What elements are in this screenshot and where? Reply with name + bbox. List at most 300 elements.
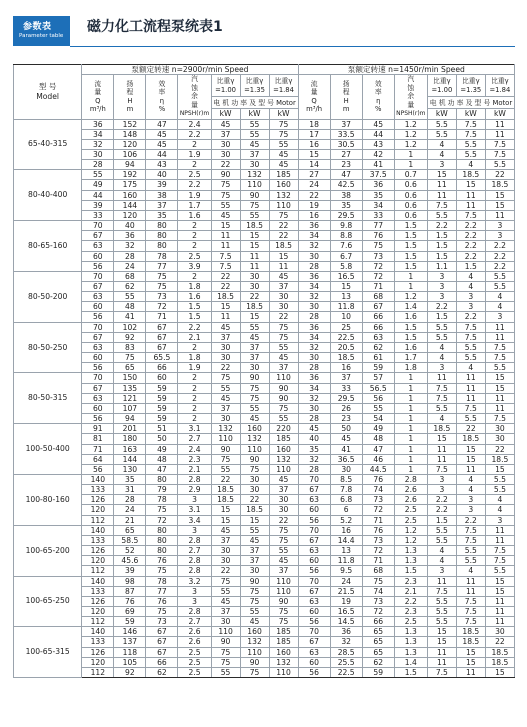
table-cell: 2.7 <box>178 546 211 556</box>
table-cell: 68 <box>362 292 394 302</box>
table-cell: 106 <box>114 149 146 159</box>
table-cell: 60 <box>298 505 330 515</box>
table-cell: 22 <box>211 160 240 170</box>
table-cell: 3 <box>178 586 211 596</box>
table-cell: 76 <box>146 556 178 566</box>
table-row <box>14 566 515 576</box>
table-cell: 18.5 <box>427 424 456 434</box>
table-cell: 18.5 <box>211 495 240 505</box>
table-cell: 30 <box>211 617 240 627</box>
table-cell: 72 <box>146 302 178 312</box>
table-cell: 45 <box>211 525 240 535</box>
table-cell: 56 <box>82 464 114 474</box>
table-cell: 30 <box>240 566 269 576</box>
table-row <box>14 556 515 566</box>
table-cell: 75 <box>240 596 269 606</box>
table-cell: 45 <box>146 139 178 149</box>
col-flow-b-unit: m³/h <box>306 105 323 114</box>
table-cell: 90 <box>211 637 240 647</box>
table-cell: 15 <box>485 373 514 383</box>
table-cell: 70 <box>82 271 114 281</box>
table-cell: 1 <box>394 414 427 424</box>
table-cell: 5.5 <box>485 282 514 292</box>
table-cell: 56 <box>298 566 330 576</box>
col-eff-unit: % <box>158 105 166 114</box>
table-row <box>14 607 515 617</box>
table-cell: 45 <box>211 596 240 606</box>
table-cell: 75 <box>269 525 298 535</box>
table-cell: 7.5 <box>427 586 456 596</box>
table-cell: 63 <box>362 332 394 342</box>
table-cell: 41 <box>114 312 146 322</box>
table-cell: 11 <box>427 647 456 657</box>
table-cell: 30 <box>240 282 269 292</box>
table-cell: 7.5 <box>485 342 514 352</box>
table-cell: 3 <box>427 566 456 576</box>
table-cell: 62 <box>114 282 146 292</box>
table-cell: 1.2 <box>394 129 427 139</box>
table-cell: 112 <box>82 515 114 525</box>
table-cell: 36 <box>298 322 330 332</box>
table-cell: 37 <box>240 342 269 352</box>
table-cell: 75 <box>362 576 394 586</box>
table-cell: 11 <box>485 403 514 413</box>
table-row <box>14 393 515 403</box>
table-cell: 2 <box>178 241 211 251</box>
table-header <box>14 65 515 120</box>
table-cell: 18.5 <box>240 221 269 231</box>
table-cell: 5.5 <box>485 566 514 576</box>
table-cell: 50 <box>330 424 362 434</box>
table-cell: 2.8 <box>178 566 211 576</box>
table-cell: 110 <box>269 586 298 596</box>
table-cell: 67 <box>146 637 178 647</box>
table-cell: 30 <box>269 505 298 515</box>
table-cell: 5.8 <box>330 261 362 271</box>
table-cell: 7.8 <box>330 485 362 495</box>
table-cell: 2.8 <box>394 474 427 484</box>
table-cell: 2 <box>178 221 211 231</box>
table-cell: 1.8 <box>178 282 211 292</box>
table-cell: 60 <box>82 353 114 363</box>
table-cell: 55 <box>240 119 269 129</box>
table-cell: 56 <box>82 414 114 424</box>
table-cell: 41 <box>362 160 394 170</box>
table-row <box>14 190 515 200</box>
table-cell: 3.4 <box>178 515 211 525</box>
table-cell: 1.5 <box>394 221 427 231</box>
table-row <box>14 322 515 332</box>
table-cell: 75 <box>211 373 240 383</box>
table-row <box>14 312 515 322</box>
table-cell: 7.5 <box>211 261 240 271</box>
table-cell: 28 <box>298 261 330 271</box>
table-cell: 36 <box>114 231 146 241</box>
table-cell: 3 <box>427 282 456 292</box>
table-cell: 5.5 <box>427 129 456 139</box>
table-cell: 8.8 <box>330 231 362 241</box>
table-cell: 74 <box>362 485 394 495</box>
table-cell: 15 <box>485 586 514 596</box>
table-cell: 37 <box>211 332 240 342</box>
table-cell: 56 <box>82 363 114 373</box>
table-cell: 71 <box>362 282 394 292</box>
table-cell: 18.5 <box>456 170 485 180</box>
table-cell: 59 <box>146 403 178 413</box>
table-cell: 3 <box>427 292 456 302</box>
table-cell: 55 <box>240 210 269 220</box>
table-cell: 148 <box>114 129 146 139</box>
table-cell: 19 <box>298 200 330 210</box>
table-cell: 37 <box>211 129 240 139</box>
table-cell: 137 <box>114 637 146 647</box>
table-cell: 63 <box>82 292 114 302</box>
table-cell: 7.5 <box>485 414 514 424</box>
col-kw: kW <box>240 109 269 119</box>
table-cell: 11 <box>427 657 456 667</box>
table-cell: 24 <box>298 180 330 190</box>
table-cell: 39 <box>146 180 178 190</box>
table-cell: 110 <box>269 576 298 586</box>
table-cell: 3 <box>485 515 514 525</box>
table-cell: 61 <box>362 353 394 363</box>
table-cell: 23 <box>330 160 362 170</box>
table-cell: 1.3 <box>394 637 427 647</box>
table-cell: 7.5 <box>485 556 514 566</box>
table-cell: 30 <box>298 353 330 363</box>
table-cell: 18.5 <box>456 637 485 647</box>
table-cell: 2 <box>178 414 211 424</box>
table-cell: 33 <box>362 210 394 220</box>
table-cell: 40 <box>298 434 330 444</box>
table-cell: 3 <box>427 160 456 170</box>
table-row <box>14 363 515 373</box>
table-cell: 11 <box>456 383 485 393</box>
table-cell: 56 <box>298 617 330 627</box>
table-cell: 1.5 <box>394 241 427 251</box>
table-cell: 34 <box>298 332 330 342</box>
table-cell: 15 <box>456 444 485 454</box>
table-cell: 75 <box>240 200 269 210</box>
table-cell: 18.5 <box>240 505 269 515</box>
table-cell: 57 <box>362 373 394 383</box>
table-cell: 9.5 <box>330 566 362 576</box>
table-cell: 90 <box>211 444 240 454</box>
table-cell: 60 <box>298 556 330 566</box>
table-cell: 110 <box>211 627 240 637</box>
table-cell: 75 <box>146 282 178 292</box>
table-cell: 2.7 <box>178 617 211 627</box>
table-cell: 87 <box>114 586 146 596</box>
table-cell: 22 <box>211 271 240 281</box>
table-cell: 80 <box>146 525 178 535</box>
table-cell: 30 <box>240 160 269 170</box>
table-cell: 2.1 <box>178 332 211 342</box>
table-cell: 110 <box>269 373 298 383</box>
table-cell: 63 <box>298 495 330 505</box>
table-cell: 76 <box>146 596 178 606</box>
table-cell: 163 <box>114 444 146 454</box>
col-head-unit: m <box>126 105 134 114</box>
table-cell: 0.6 <box>394 210 427 220</box>
table-cell: 80 <box>146 474 178 484</box>
table-cell: 140 <box>82 474 114 484</box>
table-cell: 10 <box>330 312 362 322</box>
table-row <box>14 586 515 596</box>
table-cell: 2.2 <box>456 515 485 525</box>
table-cell: 126 <box>82 495 114 505</box>
table-cell: 5.5 <box>427 403 456 413</box>
col-head-b-label: 扬程H <box>342 79 350 105</box>
table-cell: 15 <box>298 149 330 159</box>
table-cell: 22 <box>456 424 485 434</box>
table-cell: 37 <box>240 353 269 363</box>
table-cell: 30 <box>269 302 298 312</box>
table-cell: 11 <box>211 231 240 241</box>
table-cell: 75 <box>240 586 269 596</box>
table-cell: 62 <box>362 657 394 667</box>
table-cell: 15 <box>330 282 362 292</box>
col-sg1: 比重γ =1.00 <box>211 75 240 97</box>
table-cell: 23 <box>330 414 362 424</box>
table-cell: 18.5 <box>485 657 514 667</box>
table-cell: 5.5 <box>485 485 514 495</box>
table-cell: 6 <box>330 505 362 515</box>
table-cell: 28 <box>114 251 146 261</box>
table-cell: 132 <box>269 454 298 464</box>
table-cell: 110 <box>240 647 269 657</box>
table-cell: 30 <box>330 464 362 474</box>
table-cell: 185 <box>269 170 298 180</box>
table-cell: 1 <box>394 464 427 474</box>
col-eff-b-unit: % <box>375 105 382 114</box>
table-cell: 75 <box>211 657 240 667</box>
table-cell: 83 <box>114 342 146 352</box>
table-cell: 1 <box>394 383 427 393</box>
table-cell: 32 <box>298 342 330 352</box>
table-cell: 2.6 <box>394 485 427 495</box>
table-cell: 3 <box>427 271 456 281</box>
table-cell: 1.5 <box>394 231 427 241</box>
col-kw: kW <box>211 109 240 119</box>
table-cell: 2.3 <box>394 576 427 586</box>
table-row <box>14 546 515 556</box>
table-cell: 46 <box>362 454 394 464</box>
table-cell: 6.7 <box>330 251 362 261</box>
table-cell: 135 <box>114 383 146 393</box>
table-cell: 15 <box>456 657 485 667</box>
table-cell: 1.3 <box>394 627 427 637</box>
table-row <box>14 139 515 149</box>
table-cell: 48 <box>114 302 146 312</box>
table-cell: 41 <box>330 444 362 454</box>
table-cell: 44 <box>362 129 394 139</box>
model-cell: 100-65-250 <box>14 576 82 627</box>
table-cell: 28 <box>82 160 114 170</box>
table-cell: 43 <box>362 139 394 149</box>
table-cell: 1 <box>394 373 427 383</box>
table-cell: 55 <box>211 383 240 393</box>
table-cell: 47 <box>362 444 394 454</box>
table-cell: 1.5 <box>427 241 456 251</box>
table-cell: 75 <box>211 576 240 586</box>
col-sg2: 比重γ =1.35 <box>240 75 269 97</box>
table-cell: 5.5 <box>456 139 485 149</box>
table-cell: 2.2 <box>427 302 456 312</box>
table-cell: 5.5 <box>427 119 456 129</box>
table-row <box>14 221 515 231</box>
table-cell: 160 <box>269 647 298 657</box>
table-cell: 16.5 <box>330 607 362 617</box>
table-cell: 15 <box>240 312 269 322</box>
table-cell: 63 <box>298 647 330 657</box>
table-cell: 11 <box>427 180 456 190</box>
table-cell: 72 <box>362 261 394 271</box>
table-cell: 11 <box>456 373 485 383</box>
model-group <box>14 271 515 322</box>
table-cell: 72 <box>362 505 394 515</box>
table-cell: 29.5 <box>330 210 362 220</box>
table-cell: 30 <box>240 485 269 495</box>
table-cell: 2.8 <box>178 556 211 566</box>
table-cell: 2.2 <box>485 241 514 251</box>
table-cell: 42 <box>362 149 394 159</box>
table-cell: 133 <box>82 535 114 545</box>
table-cell: 42.5 <box>330 180 362 190</box>
table-cell: 28 <box>298 312 330 322</box>
table-cell: 30 <box>485 434 514 444</box>
table-cell: 112 <box>82 617 114 627</box>
table-cell: 50 <box>146 434 178 444</box>
table-cell: 4 <box>456 566 485 576</box>
table-row <box>14 627 515 637</box>
table-cell: 0.6 <box>394 180 427 190</box>
table-row <box>14 332 515 342</box>
table-cell: 67 <box>82 332 114 342</box>
table-cell: 2.2 <box>178 129 211 139</box>
table-cell: 73 <box>362 495 394 505</box>
table-cell: 55 <box>211 464 240 474</box>
table-cell: 71 <box>82 444 114 454</box>
table-cell: 73 <box>146 292 178 302</box>
table-row <box>14 434 515 444</box>
table-cell: 7.5 <box>456 322 485 332</box>
table-cell: 33 <box>330 383 362 393</box>
col-head-b <box>330 75 362 120</box>
table-cell: 24 <box>114 261 146 271</box>
table-cell: 22 <box>269 231 298 241</box>
table-cell: 7.5 <box>211 251 240 261</box>
table-cell: 63 <box>82 241 114 251</box>
table-row <box>14 637 515 647</box>
table-cell: 15 <box>427 627 456 637</box>
table-cell: 110 <box>240 180 269 190</box>
table-cell: 105 <box>114 657 146 667</box>
table-cell: 92 <box>114 332 146 342</box>
table-cell: 14 <box>298 160 330 170</box>
table-cell: 30 <box>240 474 269 484</box>
table-cell: 56 <box>82 312 114 322</box>
table-cell: 140 <box>82 627 114 637</box>
table-cell: 120 <box>114 139 146 149</box>
table-cell: 2.2 <box>456 231 485 241</box>
table-cell: 30 <box>298 302 330 312</box>
table-cell: 90 <box>269 393 298 403</box>
table-row <box>14 373 515 383</box>
model-cell: 100-65-200 <box>14 525 82 576</box>
table-cell: 132 <box>269 657 298 667</box>
table-cell: 2.9 <box>178 485 211 495</box>
table-cell: 75 <box>269 332 298 342</box>
table-cell: 11 <box>427 444 456 454</box>
table-cell: 55 <box>211 200 240 210</box>
table-cell: 2.5 <box>178 667 211 677</box>
table-cell: 2.5 <box>394 515 427 525</box>
table-cell: 4 <box>427 353 456 363</box>
table-cell: 6.8 <box>330 495 362 505</box>
table-row <box>14 485 515 495</box>
table-row <box>14 505 515 515</box>
table-cell: 76 <box>362 231 394 241</box>
table-cell: 69 <box>114 607 146 617</box>
table-row <box>14 474 515 484</box>
page-title: 磁力化工流程泵统表1 <box>87 19 223 35</box>
table-cell: 3 <box>178 525 211 535</box>
table-cell: 1.6 <box>394 312 427 322</box>
table-cell: 2 <box>178 160 211 170</box>
table-cell: 37 <box>269 282 298 292</box>
table-cell: 37 <box>269 566 298 576</box>
table-cell: 15 <box>456 180 485 190</box>
table-cell: 1.6 <box>178 292 211 302</box>
table-cell: 22 <box>269 312 298 322</box>
table-cell: 2.2 <box>178 322 211 332</box>
table-cell: 30 <box>298 251 330 261</box>
table-cell: 4 <box>427 414 456 424</box>
table-cell: 18.5 <box>269 241 298 251</box>
model-group <box>14 170 515 221</box>
table-cell: 4 <box>485 302 514 312</box>
col-kw: kW <box>456 109 485 119</box>
table-cell: 160 <box>240 424 269 434</box>
table-cell: 11 <box>485 332 514 342</box>
table-cell: 11 <box>269 261 298 271</box>
table-cell: 110 <box>211 434 240 444</box>
table-cell: 55 <box>240 322 269 332</box>
table-cell: 2.5 <box>178 647 211 657</box>
table-cell: 5.5 <box>456 353 485 363</box>
table-cell: 55 <box>240 525 269 535</box>
table-cell: 32 <box>298 292 330 302</box>
table-cell: 2.3 <box>394 607 427 617</box>
table-cell: 7.5 <box>456 596 485 606</box>
table-cell: 22 <box>485 444 514 454</box>
table-cell: 35 <box>362 190 394 200</box>
table-cell: 80 <box>146 546 178 556</box>
table-cell: 11 <box>485 210 514 220</box>
table-cell: 1 <box>394 271 427 281</box>
table-cell: 80 <box>146 231 178 241</box>
table-cell: 58.5 <box>114 535 146 545</box>
table-cell: 1.5 <box>427 515 456 525</box>
table-cell: 3 <box>427 363 456 373</box>
table-cell: 1.6 <box>394 342 427 352</box>
table-cell: 1.9 <box>178 149 211 159</box>
table-cell: 75 <box>240 667 269 677</box>
table-cell: 7.5 <box>427 200 456 210</box>
table-cell: 18.5 <box>456 627 485 637</box>
table-cell: 0.6 <box>394 200 427 210</box>
